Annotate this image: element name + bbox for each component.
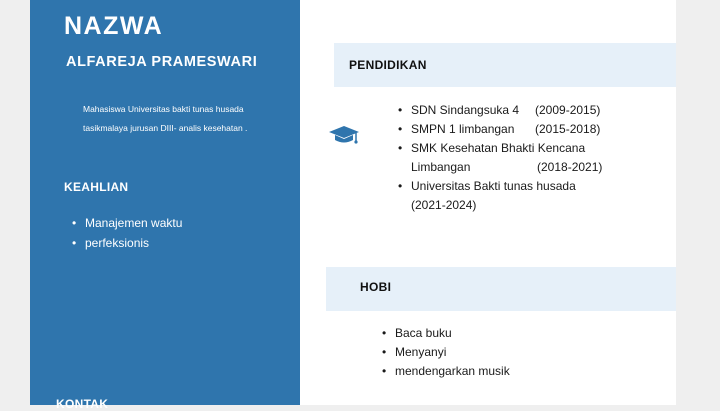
- education-list: [411, 101, 626, 215]
- education-header-band: [334, 43, 676, 87]
- school-name: • SMK Kesehatan Bhakti Kencana Limbangan: [411, 141, 586, 174]
- list-item: • Baca buku: [395, 324, 510, 343]
- list-item: [411, 120, 626, 139]
- list-item: [411, 177, 626, 215]
- education-heading: PENDIDIKAN: [349, 58, 427, 72]
- first-name: NAZWA: [64, 12, 164, 40]
- hobby-list: [395, 324, 510, 381]
- skills-list: [85, 213, 182, 253]
- list-item: [411, 101, 626, 120]
- hobby-header-band: [326, 267, 676, 311]
- hobby-heading: HOBI: [360, 280, 392, 294]
- school-name: SDN Sindangsuka 4: [411, 103, 520, 117]
- school-name: • Universitas Bakti tunas husada: [411, 179, 576, 193]
- list-item: • perfeksionis: [85, 233, 182, 253]
- school-years: (2018-2021): [537, 160, 603, 174]
- last-name: ALFAREJA PRAMESWARI: [66, 54, 258, 70]
- graduation-cap-icon: [328, 124, 360, 146]
- sidebar: [30, 0, 300, 411]
- list-item: [411, 139, 626, 177]
- school-years: (2015-2018): [535, 122, 601, 136]
- profile-description: Mahasiswa Universitas bakti tunas husada tasikmalaya jurusan DIII- analis kesehatan .: [83, 104, 248, 133]
- school-name: SMPN 1 limbangan: [411, 122, 515, 136]
- list-item: • Manajemen waktu: [85, 213, 182, 233]
- school-years: (2021-2024): [411, 198, 477, 212]
- skills-heading: KEAHLIAN: [64, 180, 129, 194]
- resume-page: [30, 0, 676, 411]
- school-years: (2009-2015): [535, 103, 601, 117]
- list-item: • mendengarkan musik: [395, 362, 510, 381]
- contact-heading: KONTAK: [56, 397, 109, 411]
- list-item: • Menyanyi: [395, 343, 510, 362]
